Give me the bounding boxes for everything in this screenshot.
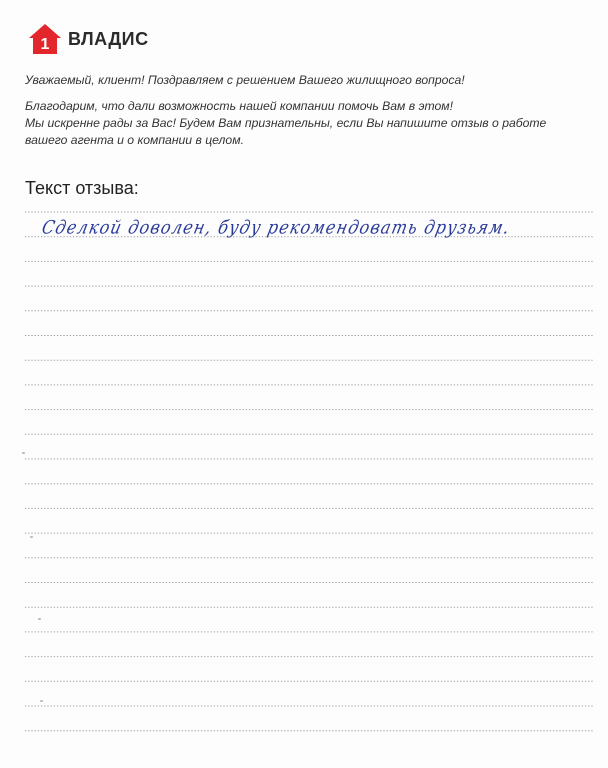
scan-speck (38, 618, 41, 620)
brand-name: ВЛАДИС (68, 28, 149, 49)
thanks-line-3: вашего агента и о компании в целом. (25, 133, 244, 147)
logo-number: 1 (40, 36, 50, 53)
dotted-lines (25, 210, 593, 750)
review-heading: Текст отзыва: (25, 178, 139, 198)
review-writing-area[interactable] (25, 210, 593, 750)
scan-speck (30, 536, 33, 538)
scan-speck (22, 452, 25, 454)
thanks-line-1: Благодарим, что дали возможность нашей компании помочь Вам в этом! (25, 99, 454, 113)
handwritten-review: Сделкой доволен, буду рекомендовать друзьям. (40, 216, 513, 238)
thanks-paragraph (25, 98, 595, 149)
scan-speck (40, 700, 43, 702)
thanks-line-2: Мы искренне рады за Вас! Будем Вам признательны, если Вы напишите отзыв о работе (25, 116, 547, 130)
intro-text (25, 72, 595, 149)
house-icon (28, 22, 62, 56)
greeting-text: Уважаемый, клиент! Поздравляем с решением Вашего жилищного вопроса! (25, 73, 465, 87)
brand-logo (28, 22, 149, 56)
